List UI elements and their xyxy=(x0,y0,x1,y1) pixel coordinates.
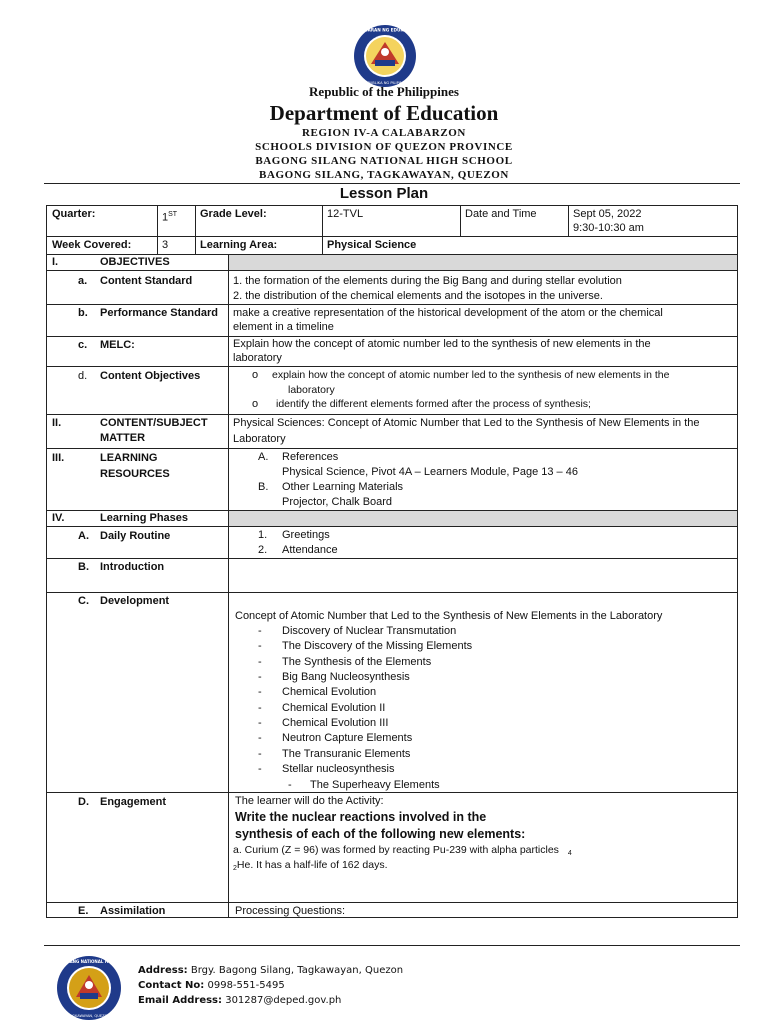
content-objectives-num: d. xyxy=(78,370,88,382)
phases-num: IV. xyxy=(52,512,65,524)
materials-marker: B. xyxy=(258,481,269,493)
reference-marker: A. xyxy=(258,451,269,463)
school-seal-subtext: TAGKAWAYAN, QUEZON xyxy=(67,1014,111,1018)
performance-standard-line-2: element in a timeline xyxy=(233,321,334,333)
assimilation-label: Assimilation xyxy=(100,905,166,917)
list-dash: - xyxy=(258,747,262,760)
content-objective-2: identify the different elements formed after the process of synthesis; xyxy=(276,398,591,410)
content-label-1: CONTENT/SUBJECT xyxy=(100,417,208,429)
date-time-label: Date and Time xyxy=(465,208,537,220)
content-objectives-label: Content Objectives xyxy=(100,370,201,382)
routine-marker-2: 2. xyxy=(258,544,268,556)
engagement-task-1: Write the nuclear reactions involved in the xyxy=(235,810,487,824)
performance-standard-line-1: make a creative representation of the historical development of the atom or the chemical xyxy=(233,307,663,319)
references-title: References xyxy=(282,451,339,463)
resources-num: III. xyxy=(52,452,65,464)
list-dash: - xyxy=(288,778,292,791)
content-line-2: Laboratory xyxy=(233,433,286,445)
references-detail: Physical Science, Pivot 4A – Learners Module, Page 13 – 46 xyxy=(282,466,578,478)
daily-routine-marker: A. xyxy=(78,530,89,542)
materials-detail: Projector, Chalk Board xyxy=(282,496,393,508)
melc-line-1: Explain how the concept of atomic number led to the synthesis of new elements in the xyxy=(233,338,651,350)
list-dash: - xyxy=(258,671,262,684)
materials-title: Other Learning Materials xyxy=(282,481,404,493)
development-topic: The Discovery of the Missing Elements xyxy=(282,640,473,653)
seal-subtext: REPUBLIKA NG PILIPINAS xyxy=(362,81,408,85)
development-topic: Big Bang Nucleosynthesis xyxy=(282,671,410,684)
header-divider xyxy=(44,183,740,184)
grade-level-label: Grade Level: xyxy=(200,208,267,220)
department-heading: Department of Education xyxy=(269,101,499,125)
week-covered-value: 3 xyxy=(162,239,169,251)
republic-heading: Republic of the Philippines xyxy=(309,84,459,99)
quarter-value: 1ST xyxy=(162,211,178,224)
engagement-intro: The learner will do the Activity: xyxy=(235,795,384,807)
development-label: Development xyxy=(100,595,170,607)
engagement-question: a. Curium (Z = 96) was formed by reacting Pu-239 with alpha particles 4 xyxy=(233,844,572,857)
assimilation-marker: E. xyxy=(78,905,89,917)
address-heading: BAGONG SILANG, TAGKAWAYAN, QUEZON xyxy=(259,169,509,181)
list-dash: - xyxy=(258,640,262,653)
grade-level-value: 12-TVL xyxy=(327,208,364,220)
engagement-question-cont: 2He. It has a half-life of 162 days. xyxy=(233,859,388,872)
development-topic: Neutron Capture Elements xyxy=(282,732,413,745)
footer-divider xyxy=(44,945,740,946)
list-dash: - xyxy=(258,732,262,745)
content-standard-line-1: 1. the formation of the elements during the Big Bang and during stellar evolution xyxy=(233,275,622,287)
time-value: 9:30-10:30 am xyxy=(573,222,644,234)
deped-seal-icon xyxy=(350,24,420,88)
development-topic: The Synthesis of the Elements xyxy=(282,655,432,668)
development-topic: Chemical Evolution III xyxy=(282,717,389,730)
melc-label: MELC: xyxy=(100,339,135,351)
footer-contact: Contact No: 0998-551-5495 xyxy=(138,980,285,991)
lesson-plan-title: Lesson Plan xyxy=(339,185,429,202)
development-topic: Discovery of Nuclear Transmutation xyxy=(282,625,457,637)
resources-label-2: RESOURCES xyxy=(100,468,170,480)
engagement-label: Engagement xyxy=(100,796,167,808)
engagement-task-2: synthesis of each of the following new elements: xyxy=(235,827,526,841)
melc-line-2: laboratory xyxy=(233,352,282,364)
development-topic: Chemical Evolution II xyxy=(282,701,386,714)
list-dash: - xyxy=(258,686,262,699)
seal-text: KAGAWARAN NG EDUKASYON xyxy=(350,27,420,33)
development-marker: C. xyxy=(78,595,89,607)
footer-address: Address: Brgy. Bagong Silang, Tagkawayan, Quezon xyxy=(138,965,404,976)
resources-label-1: LEARNING xyxy=(100,452,158,464)
development-intro: Concept of Atomic Number that Led to the Synthesis of New Elements in the Laboratory xyxy=(235,610,663,622)
phases-label: Learning Phases xyxy=(100,512,189,524)
routine-item-attendance: Attendance xyxy=(282,544,338,556)
footer-email: Email Address: 301287@deped.gov.ph xyxy=(138,995,342,1006)
assimilation-text: Processing Questions: xyxy=(235,905,346,917)
learning-area-label: Learning Area: xyxy=(200,239,278,251)
engagement-marker: D. xyxy=(78,796,89,808)
melc-num: c. xyxy=(78,339,88,351)
list-dash: - xyxy=(258,717,262,730)
development-topic: Stellar nucleosynthesis xyxy=(282,763,395,776)
introduction-marker: B. xyxy=(78,561,89,573)
quarter-label: Quarter: xyxy=(52,208,96,220)
content-standard-label: Content Standard xyxy=(100,275,193,287)
development-sub-topic: The Superheavy Elements xyxy=(310,778,440,791)
list-dash: - xyxy=(258,655,262,668)
objectives-num: I. xyxy=(52,256,59,268)
content-label-2: MATTER xyxy=(100,432,146,444)
objectives-label: OBJECTIVES xyxy=(100,256,170,268)
development-topic: The Transuranic Elements xyxy=(282,747,411,760)
content-objective-1: explain how the concept of atomic number led to the synthesis of new elements in the xyxy=(272,369,670,381)
school-seal-text: BAGONG SILANG NATIONAL HIGH SCHOOL xyxy=(41,959,137,964)
bullet-icon: o xyxy=(252,398,259,410)
school-heading: BAGONG SILANG NATIONAL HIGH SCHOOL xyxy=(255,155,513,167)
region-heading: REGION IV-A CALABARZON xyxy=(302,127,466,139)
learning-area-value: Physical Science xyxy=(327,239,417,251)
date-value: Sept 05, 2022 xyxy=(573,208,642,220)
daily-routine-label: Daily Routine xyxy=(100,530,171,542)
content-num: II. xyxy=(52,417,62,429)
list-dash: - xyxy=(258,701,262,714)
content-line-1: Physical Sciences: Concept of Atomic Number that Led to the Synthesis of New Elements in the xyxy=(233,417,700,429)
school-seal-icon xyxy=(41,955,137,1021)
objectives-shade xyxy=(228,254,738,270)
routine-item-greetings: Greetings xyxy=(282,529,330,541)
content-standard-line-2: 2. the distribution of the chemical elements and the isotopes in the universe. xyxy=(233,290,603,302)
list-dash: - xyxy=(258,763,262,776)
division-heading: SCHOOLS DIVISION OF QUEZON PROVINCE xyxy=(255,141,513,153)
list-dash: - xyxy=(258,625,262,637)
routine-marker-1: 1. xyxy=(258,529,268,541)
bullet-icon: o xyxy=(252,369,259,381)
introduction-label: Introduction xyxy=(100,561,165,573)
content-objective-1-cont: laboratory xyxy=(288,384,335,396)
performance-standard-label: Performance Standard xyxy=(100,307,218,319)
development-topic: Chemical Evolution xyxy=(282,686,377,699)
content-standard-num: a. xyxy=(78,275,88,287)
performance-standard-num: b. xyxy=(78,307,88,319)
week-covered-label: Week Covered: xyxy=(52,239,132,251)
phases-shade xyxy=(228,510,738,526)
